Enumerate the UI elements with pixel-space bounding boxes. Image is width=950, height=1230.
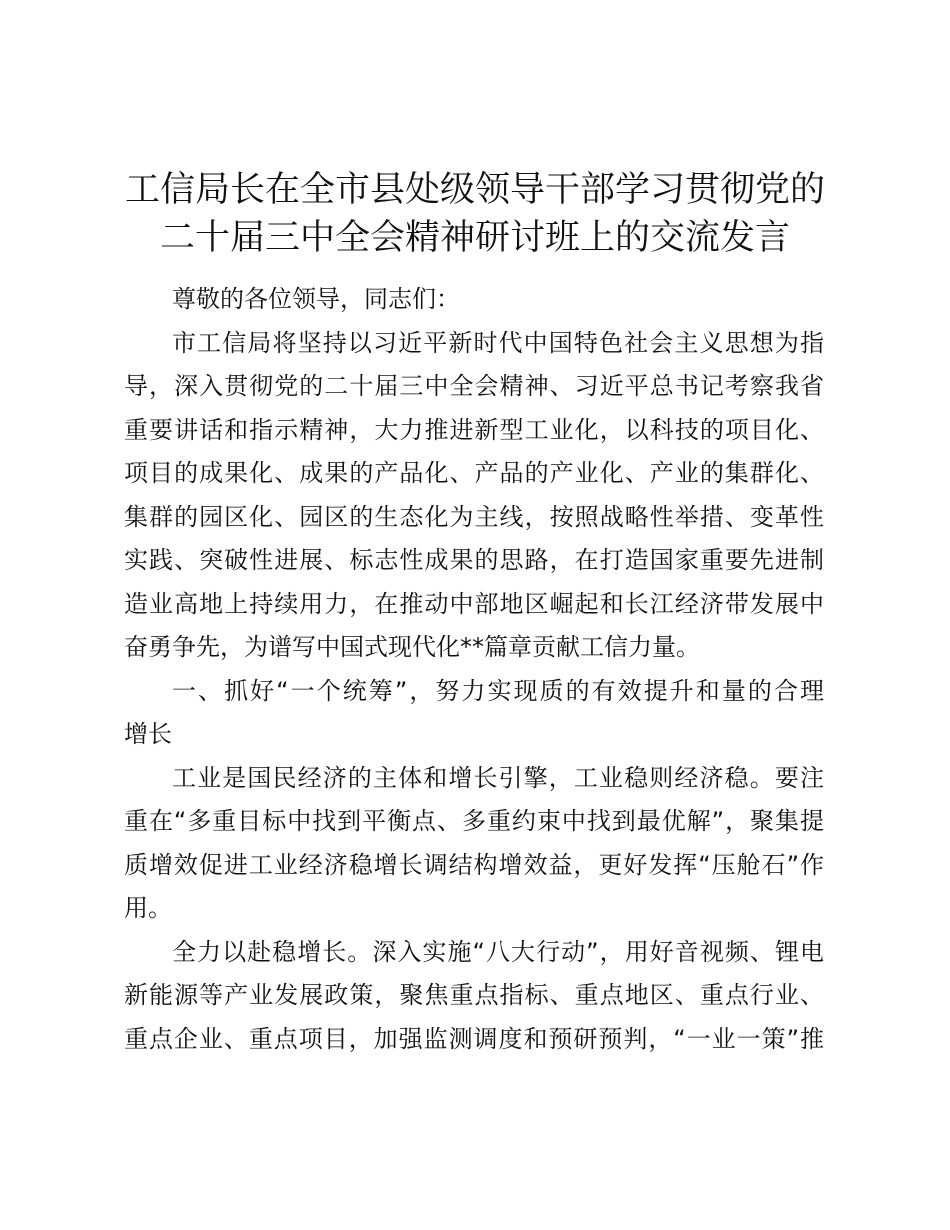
paragraph-line: 重在“多重目标中找到平衡点、多重约束中找到最优解”，聚集提 <box>124 807 824 835</box>
paragraph-line: 奋勇争先，为谱写中国式现代化**篇章贡献工信力量。 <box>124 633 700 661</box>
paragraph-line: 实践、突破性进展、标志性成果的思路，在打造国家重要先进制 <box>124 546 824 574</box>
body-paragraph <box>124 757 824 931</box>
paragraph-line: 重要讲话和指示精神，大力推进新型工业化，以科技的项目化、 <box>124 415 824 444</box>
paragraph-line: 增长 <box>124 720 172 748</box>
document-title-line-2: 二十届三中全会精神研讨班上的交流发言 <box>159 218 790 258</box>
document-body <box>124 278 824 1061</box>
section-heading-1 <box>124 670 824 757</box>
paragraph-line: 全力以赴稳增长。深入实施“八大行动”，用好音视频、锂电 <box>172 937 824 966</box>
paragraph-line: 质增效促进工业经济稳增长调结构增效益，更好发挥“压舱石”作 <box>124 850 824 879</box>
body-paragraph <box>124 931 824 1062</box>
paragraph-line: 用。 <box>124 894 172 922</box>
paragraph-line: 尊敬的各位领导，同志们： <box>172 285 460 313</box>
intro-paragraph <box>124 322 824 670</box>
paragraph-line: 新能源等产业发展政策，聚焦重点指标、重点地区、重点行业、 <box>124 981 824 1009</box>
paragraph-line: 集群的园区化、园区的生态化为主线，按照战略性举措、变革性 <box>124 502 824 531</box>
document-title-line-1: 工信局长在全市县处级领导干部学习贯彻党的 <box>124 170 825 210</box>
paragraph-line: 项目的成果化、成果的产品化、产品的产业化、产业的集群化、 <box>124 459 824 487</box>
paragraph-line: 重点企业、重点项目，加强监测调度和预研预判，“一业一策”推 <box>124 1024 824 1053</box>
paragraph-line: 市工信局将坚持以习近平新时代中国特色社会主义思想为指 <box>172 328 824 357</box>
paragraph-line: 一、抓好“一个统筹”，努力实现质的有效提升和量的合理 <box>172 676 824 705</box>
salutation-paragraph <box>124 278 824 322</box>
paragraph-line: 工业是国民经济的主体和增长引擎，工业稳则经济稳。要注 <box>172 763 824 792</box>
paragraph-line: 造业高地上持续用力，在推动中部地区崛起和长江经济带发展中 <box>124 589 824 618</box>
paragraph-line: 导，深入贯彻党的二十届三中全会精神、习近平总书记考察我省 <box>124 372 824 400</box>
